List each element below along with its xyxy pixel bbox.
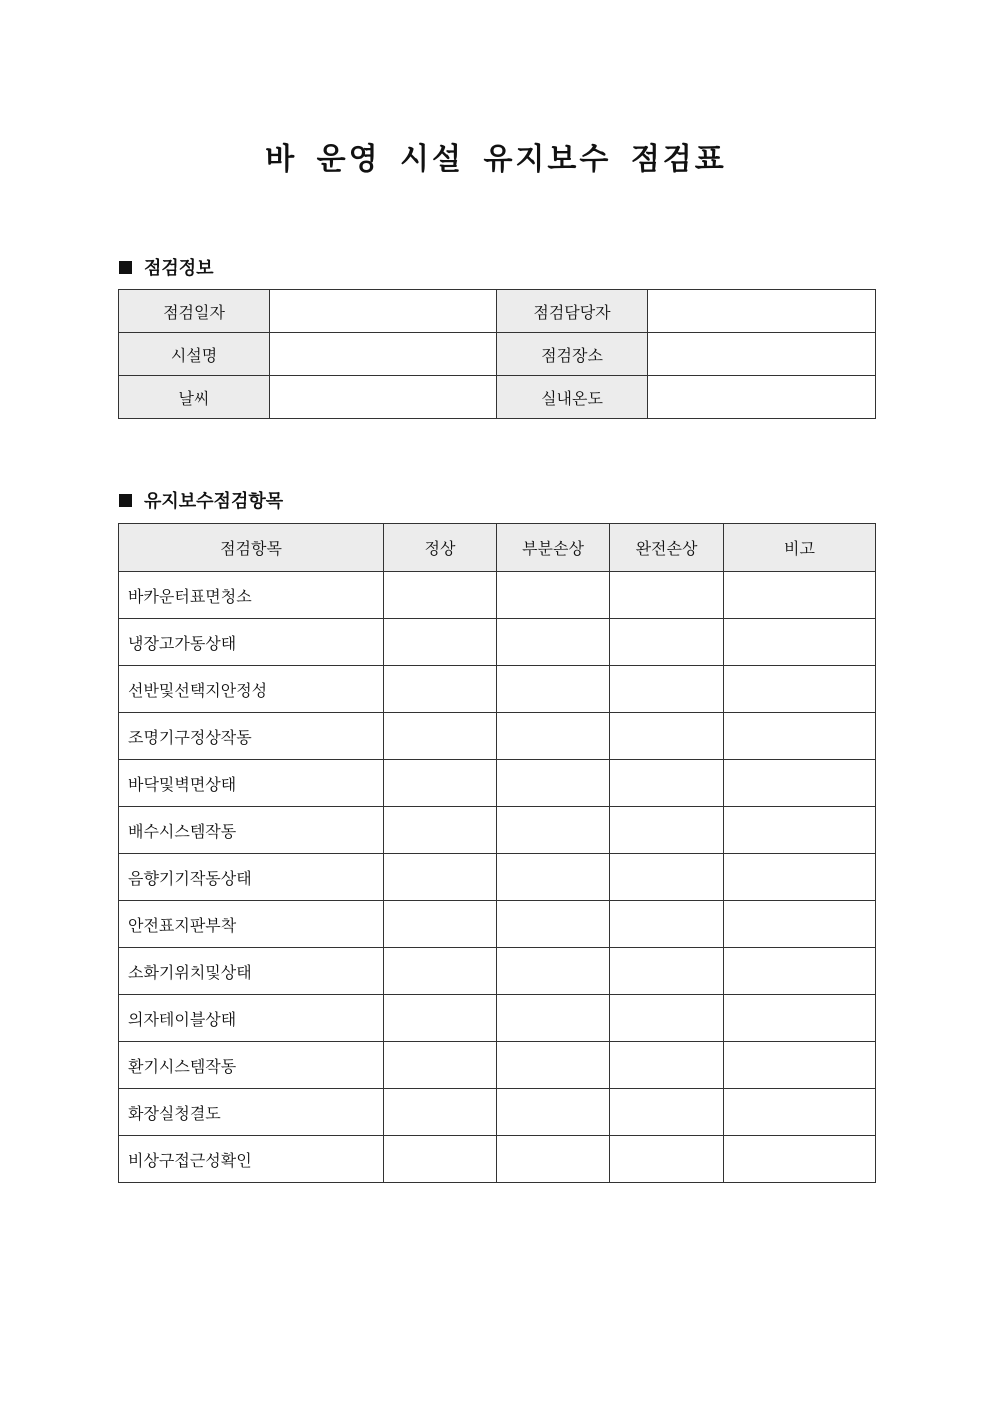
partial-damage-check-cell[interactable] (497, 760, 610, 807)
info-value-field[interactable] (270, 376, 497, 419)
table-row (119, 1089, 876, 1136)
table-row (119, 1042, 876, 1089)
normal-check-cell[interactable] (384, 1042, 497, 1089)
normal-check-cell[interactable] (384, 995, 497, 1042)
table-row (119, 807, 876, 854)
info-value-field[interactable] (648, 376, 876, 419)
table-row (119, 619, 876, 666)
remarks-cell[interactable] (724, 901, 876, 948)
info-table (118, 289, 876, 419)
info-label: 실내온도 (497, 376, 648, 419)
table-row (119, 1136, 876, 1183)
partial-damage-check-cell[interactable] (497, 1089, 610, 1136)
column-header: 정상 (384, 524, 497, 572)
check-item-label: 소화기위치및상태 (119, 948, 384, 995)
partial-damage-check-cell[interactable] (497, 713, 610, 760)
full-damage-check-cell[interactable] (610, 1089, 724, 1136)
partial-damage-check-cell[interactable] (497, 995, 610, 1042)
table-row (119, 995, 876, 1042)
full-damage-check-cell[interactable] (610, 666, 724, 713)
normal-check-cell[interactable] (384, 713, 497, 760)
partial-damage-check-cell[interactable] (497, 1042, 610, 1089)
table-row (119, 666, 876, 713)
remarks-cell[interactable] (724, 666, 876, 713)
check-table (118, 523, 876, 1183)
check-item-label: 바닥및벽면상태 (119, 760, 384, 807)
info-section-heading (119, 254, 214, 280)
check-item-label: 선반및선택지안정성 (119, 666, 384, 713)
full-damage-check-cell[interactable] (610, 713, 724, 760)
partial-damage-check-cell[interactable] (497, 901, 610, 948)
table-row (119, 854, 876, 901)
check-header-row (119, 524, 876, 572)
normal-check-cell[interactable] (384, 807, 497, 854)
normal-check-cell[interactable] (384, 760, 497, 807)
remarks-cell[interactable] (724, 1042, 876, 1089)
full-damage-check-cell[interactable] (610, 995, 724, 1042)
check-section-heading-label: 유지보수점검항목 (144, 491, 284, 512)
info-row (119, 376, 876, 419)
check-item-label: 환기시스템작동 (119, 1042, 384, 1089)
check-item-label: 바카운터표면청소 (119, 572, 384, 619)
remarks-cell[interactable] (724, 807, 876, 854)
table-row (119, 760, 876, 807)
page-title: 바 운영 시설 유지보수 점검표 (265, 142, 727, 177)
full-damage-check-cell[interactable] (610, 901, 724, 948)
partial-damage-check-cell[interactable] (497, 572, 610, 619)
partial-damage-check-cell[interactable] (497, 948, 610, 995)
square-bullet-icon (119, 261, 132, 274)
partial-damage-check-cell[interactable] (497, 666, 610, 713)
table-row (119, 901, 876, 948)
info-label: 점검장소 (497, 333, 648, 376)
normal-check-cell[interactable] (384, 901, 497, 948)
info-label: 시설명 (119, 333, 270, 376)
normal-check-cell[interactable] (384, 854, 497, 901)
table-row (119, 572, 876, 619)
normal-check-cell[interactable] (384, 666, 497, 713)
remarks-cell[interactable] (724, 760, 876, 807)
info-value-field[interactable] (270, 290, 497, 333)
remarks-cell[interactable] (724, 619, 876, 666)
info-label: 점검일자 (119, 290, 270, 333)
column-header: 비고 (724, 524, 876, 572)
check-item-label: 안전표지판부착 (119, 901, 384, 948)
info-section-heading-label: 점검정보 (144, 258, 214, 279)
check-item-label: 의자테이블상태 (119, 995, 384, 1042)
normal-check-cell[interactable] (384, 1089, 497, 1136)
full-damage-check-cell[interactable] (610, 854, 724, 901)
remarks-cell[interactable] (724, 948, 876, 995)
remarks-cell[interactable] (724, 572, 876, 619)
remarks-cell[interactable] (724, 1089, 876, 1136)
normal-check-cell[interactable] (384, 948, 497, 995)
remarks-cell[interactable] (724, 995, 876, 1042)
partial-damage-check-cell[interactable] (497, 1136, 610, 1183)
check-item-label: 음향기기작동상태 (119, 854, 384, 901)
normal-check-cell[interactable] (384, 619, 497, 666)
normal-check-cell[interactable] (384, 1136, 497, 1183)
partial-damage-check-cell[interactable] (497, 619, 610, 666)
check-item-label: 배수시스템작동 (119, 807, 384, 854)
info-label: 날씨 (119, 376, 270, 419)
normal-check-cell[interactable] (384, 572, 497, 619)
column-header: 부분손상 (497, 524, 610, 572)
info-row (119, 290, 876, 333)
column-header: 완전손상 (610, 524, 724, 572)
full-damage-check-cell[interactable] (610, 948, 724, 995)
info-value-field[interactable] (648, 290, 876, 333)
remarks-cell[interactable] (724, 854, 876, 901)
full-damage-check-cell[interactable] (610, 760, 724, 807)
full-damage-check-cell[interactable] (610, 572, 724, 619)
full-damage-check-cell[interactable] (610, 1042, 724, 1089)
check-item-label: 화장실청결도 (119, 1089, 384, 1136)
full-damage-check-cell[interactable] (610, 1136, 724, 1183)
info-row (119, 333, 876, 376)
column-header: 점검항목 (119, 524, 384, 572)
full-damage-check-cell[interactable] (610, 807, 724, 854)
remarks-cell[interactable] (724, 1136, 876, 1183)
info-label: 점검담당자 (497, 290, 648, 333)
square-bullet-icon (119, 494, 132, 507)
check-item-label: 비상구접근성확인 (119, 1136, 384, 1183)
info-value-field[interactable] (648, 333, 876, 376)
check-item-label: 조명기구정상작동 (119, 713, 384, 760)
check-item-label: 냉장고가동상태 (119, 619, 384, 666)
remarks-cell[interactable] (724, 713, 876, 760)
full-damage-check-cell[interactable] (610, 619, 724, 666)
info-value-field[interactable] (270, 333, 497, 376)
partial-damage-check-cell[interactable] (497, 807, 610, 854)
table-row (119, 713, 876, 760)
check-section-heading (119, 487, 283, 513)
table-row (119, 948, 876, 995)
partial-damage-check-cell[interactable] (497, 854, 610, 901)
